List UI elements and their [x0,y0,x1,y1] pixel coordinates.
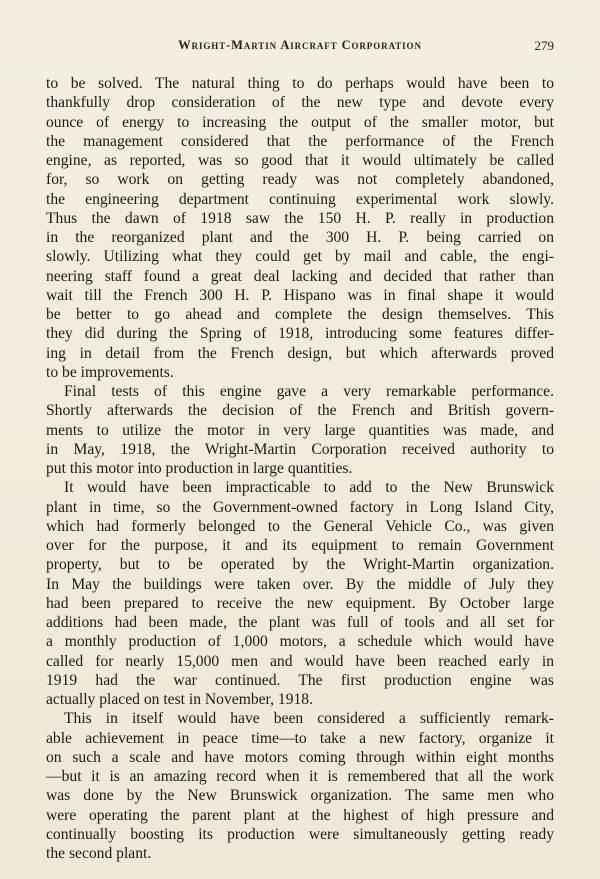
text-line: was done by the New Brunswick organization. The same men who [46,787,554,805]
text-line: property, but to be operated by the Wright-Martin organization. [46,556,554,574]
text-line: neering staff found a great deal lacking and decided that rather than [46,267,554,285]
text-line: continually boosting its production were simultaneously getting ready [46,825,554,843]
running-title: Wright-Martin Aircraft Corporation [178,38,422,52]
text-line: ments to utilize the motor in very large quantities was made, and [46,421,554,439]
text-line: had been prepared to receive the new equipment. By October large [46,594,554,612]
text-line: —but it is an amazing record when it is remembered that all the work [46,768,554,785]
text-line: actually placed on test in November, 1918. [46,691,313,708]
text-line: to be improvements. [46,363,174,381]
body-text [46,74,554,863]
text-line: for, so work on getting ready was not completely abandoned, [46,171,554,189]
text-line: wait till the French 300 H. P. Hispano was in final shape it would [46,286,554,304]
text-line: they did during the Spring of 1918, introducing some features differ- [46,325,554,343]
text-line: additions had been made, the plant was full of tools and all set for [46,614,554,631]
text-line: on such a scale and have motors coming through within eight months [46,748,554,766]
text-line: 1919 had the war continued. The first production engine was [46,671,554,689]
text-line: which had formerly belonged to the General Vehicle Co., was given [46,517,554,535]
text-line: be better to go ahead and complete the design themselves. This [46,306,554,323]
text-line: to be solved. The natural thing to do perhaps would have been to [46,75,554,92]
text-line: the engineering department continuing experimental work slowly. [46,190,554,208]
text-line: were operating the parent plant at the highest of high pressure and [46,806,554,824]
text-line: plant in time, so the Government-owned factory in Long Island City, [46,498,554,516]
text-line: ounce of energy to increasing the output of the smaller motor, but [46,113,554,131]
text-line: able achievement in peace time—to take a new factory, organize it [46,729,554,747]
text-line: in May, 1918, the Wright-Martin Corporation received authority to [46,440,554,458]
page-number: 279 [534,38,554,53]
text-line: the second plant. [46,845,152,862]
text-line: thankfully drop consideration of the new type and devote every [46,94,554,112]
text-line: This in itself would have been considered a sufficiently remark- [64,710,554,728]
text-line: Final tests of this engine gave a very remarkable performance. [64,383,554,400]
text-line: engine, as reported, was so good that it would ultimately be called [46,152,554,169]
running-head [46,38,554,58]
text-line: in the reorganized plant and the 300 H. P. being carried on [46,229,554,246]
text-line: slowly. Utilizing what they could get by mail and cable, the engi- [46,248,554,266]
text-line: Shortly afterwards the decision of the French and British govern- [46,402,554,420]
text-line: Thus the dawn of 1918 saw the 150 H. P. really in production [46,209,554,227]
text-line: the management considered that the performance of the French [46,132,554,150]
text-line: put this motor into production in large quantities. [46,460,353,477]
paragraph [46,74,554,382]
text-line: In May the buildings were taken over. By the middle of July they [46,575,554,593]
text-line: over for the purpose, it and its equipment to remain Government [46,537,554,554]
text-line: It would have been impracticable to add to the New Brunswick [64,479,554,497]
text-line: ing in detail from the French design, but which afterwards proved [46,344,554,362]
paragraph [46,709,554,863]
text-line: called for nearly 15,000 men and would have been reached early in [46,652,554,670]
text-line: a monthly production of 1,000 motors, a schedule which would have [46,633,554,651]
paragraph [46,478,554,709]
paragraph [46,382,554,478]
